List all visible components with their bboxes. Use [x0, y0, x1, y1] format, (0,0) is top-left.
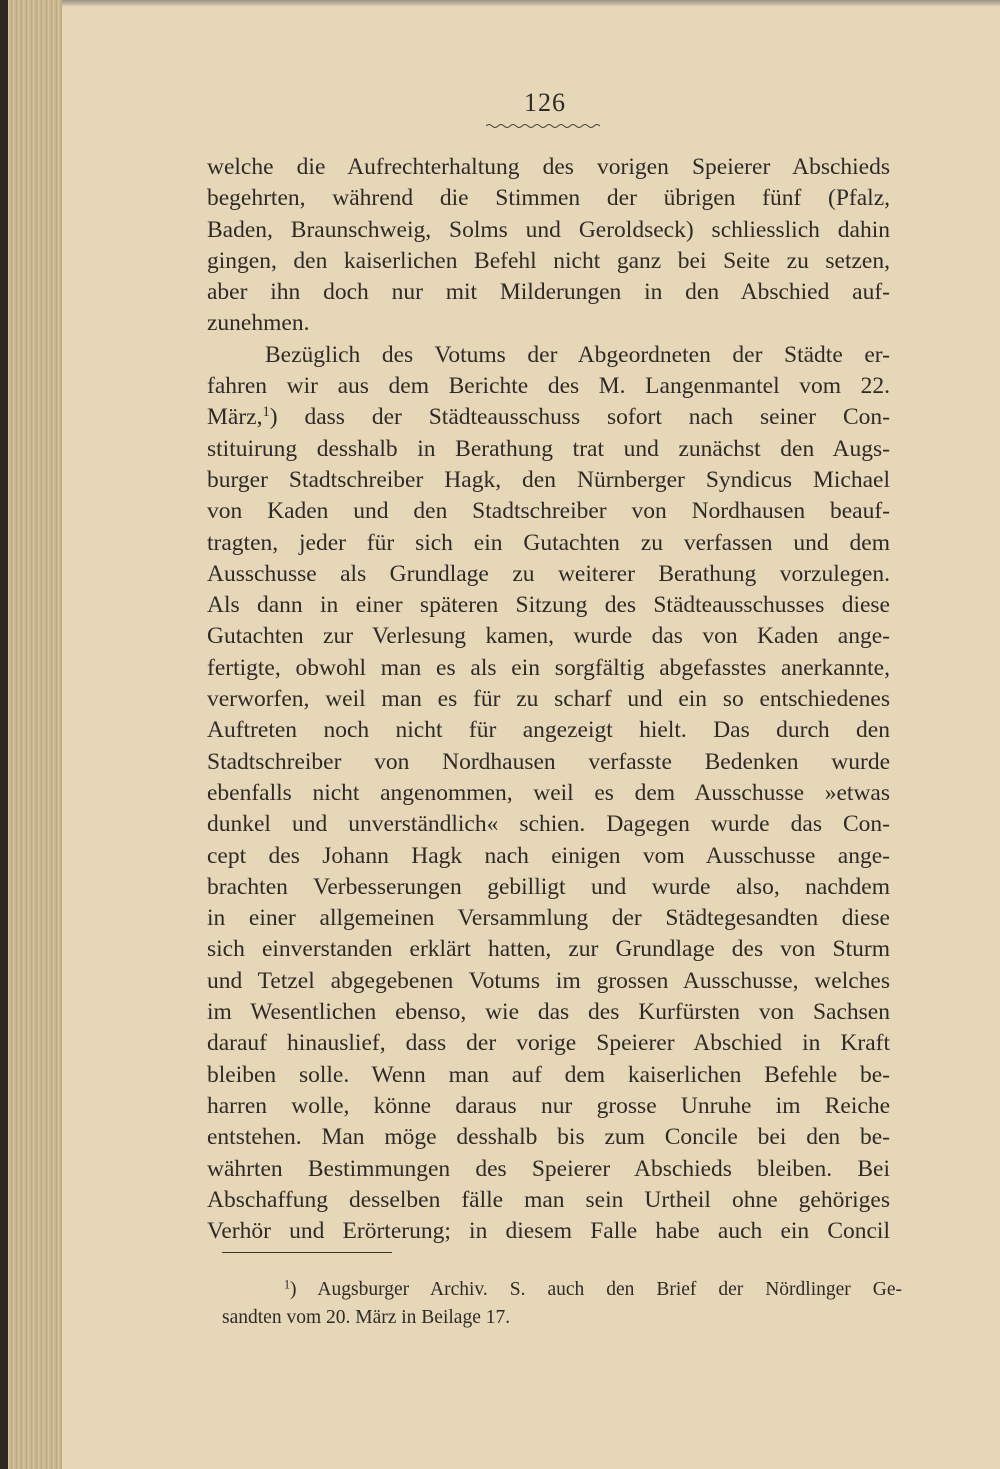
footnote-text: ) Augsburger Archiv. S. auch den Brief der Nördlinger Ge- — [290, 1279, 902, 1300]
text-line: cept des Johann Hagk nach einigen vom Ausschusse ange- — [207, 842, 890, 869]
text-line: stituirung desshalb in Berathung trat und zunächst den Augs- — [207, 435, 890, 462]
text-line: verworfen, weil man es für zu scharf und ein so entschiedenes — [207, 686, 890, 713]
footnote-line: sandten vom 20. März in Beilage 17. — [222, 1307, 511, 1328]
text-line: aber ihn doch nur mit Milderungen in den Abschied auf- — [207, 279, 890, 306]
text-line: fahren wir aus dem Berichte des M. Langenmantel vom 22. — [207, 373, 890, 400]
text-line: dunkel und unverständlich« schien. Dagegen wurde das Con- — [207, 811, 890, 838]
text-line: gingen, den kaiserlichen Befehl nicht ganz bei Seite zu setzen, — [207, 247, 890, 274]
text-line: sich einverstanden erklärt hatten, zur Grundlage des von Sturm — [207, 936, 890, 963]
text-line: Als dann in einer späteren Sitzung des Städteausschusses diese — [207, 592, 890, 619]
text-line: Ausschusse als Grundlage zu weiterer Berathung vorzulegen. — [207, 560, 890, 587]
page-number-flourish — [486, 122, 602, 130]
footnote-divider — [222, 1252, 392, 1253]
text-line: ebenfalls nicht angenommen, weil es dem Ausschusse »etwas — [207, 779, 890, 806]
text-line: entstehen. Man möge desshalb bis zum Concile bei den be- — [207, 1124, 890, 1151]
text-line: bleiben solle. Wenn man auf dem kaiserlichen Befehle be- — [207, 1061, 890, 1088]
footnote-marker: 1 — [284, 1277, 291, 1292]
page-number: 126 — [524, 88, 566, 117]
text-line: darauf hinauslief, dass der vorige Speierer Abschied in Kraft — [207, 1030, 890, 1057]
text-line: Abschaffung desselben fälle man sein Urtheil ohne gehöriges — [207, 1186, 890, 1213]
text-line: Verhör und Erörterung; in diesem Falle habe auch ein Concil — [207, 1218, 890, 1245]
text-line: harren wolle, könne daraus nur grosse Unruhe im Reiche — [207, 1092, 890, 1119]
text-line: von Kaden und den Stadtschreiber von Nordhausen beauf- — [207, 498, 890, 525]
text-fragment: ) dass der Städteausschuss sofort nach seiner Con- — [269, 404, 890, 431]
text-line: währten Bestimmungen des Speierer Abschieds bleiben. Bei — [207, 1155, 890, 1182]
text-line: im Wesentlichen ebenso, wie das des Kurfürsten von Sachsen — [207, 999, 890, 1026]
footnote-reference: 1 — [262, 404, 270, 421]
text-fragment: März, — [207, 404, 263, 431]
text-line: begehrten, während die Stimmen der übrigen fünf (Pfalz, — [207, 185, 890, 212]
text-line: welche die Aufrechterhaltung des vorigen Speierer Abschieds — [207, 154, 890, 180]
text-line: zunehmen. — [207, 310, 310, 337]
text-line: burger Stadtschreiber Hagk, den Nürnberger Syndicus Michael — [207, 466, 890, 493]
text-line: Auftreten noch nicht für angezeigt hielt. Das durch den — [207, 717, 890, 744]
text-line: Stadtschreiber von Nordhausen verfasste Bedenken wurde — [207, 748, 890, 775]
book-spine-shadow — [0, 0, 8, 1469]
footnote — [222, 1276, 902, 1332]
text-line-with-footnote-ref — [207, 402, 890, 433]
text-line: Gutachten zur Verlesung kamen, wurde das von Kaden ange- — [207, 623, 890, 650]
text-line: tragten, jeder für sich ein Gutachten zu verfassen und dem — [207, 529, 890, 556]
top-edge-shadow — [62, 0, 1000, 6]
book-page-edges — [0, 0, 62, 1469]
paragraph-start-line: Bezüglich des Votums der Abgeordneten der Städte er- — [265, 341, 890, 368]
body-text — [207, 152, 890, 1247]
text-line: und Tetzel abgegebenen Votums im grossen Ausschusse, welches — [207, 967, 890, 994]
text-line: in einer allgemeinen Versammlung der Städtegesandten diese — [207, 905, 890, 932]
text-line: Baden, Braunschweig, Solms und Geroldseck) schliesslich dahin — [207, 216, 890, 243]
footnote-line — [222, 1276, 902, 1304]
text-line: brachten Verbesserungen gebilligt und wurde also, nachdem — [207, 873, 890, 900]
text-line: fertigte, obwohl man es als ein sorgfältig abgefasstes anerkannte, — [207, 654, 890, 681]
